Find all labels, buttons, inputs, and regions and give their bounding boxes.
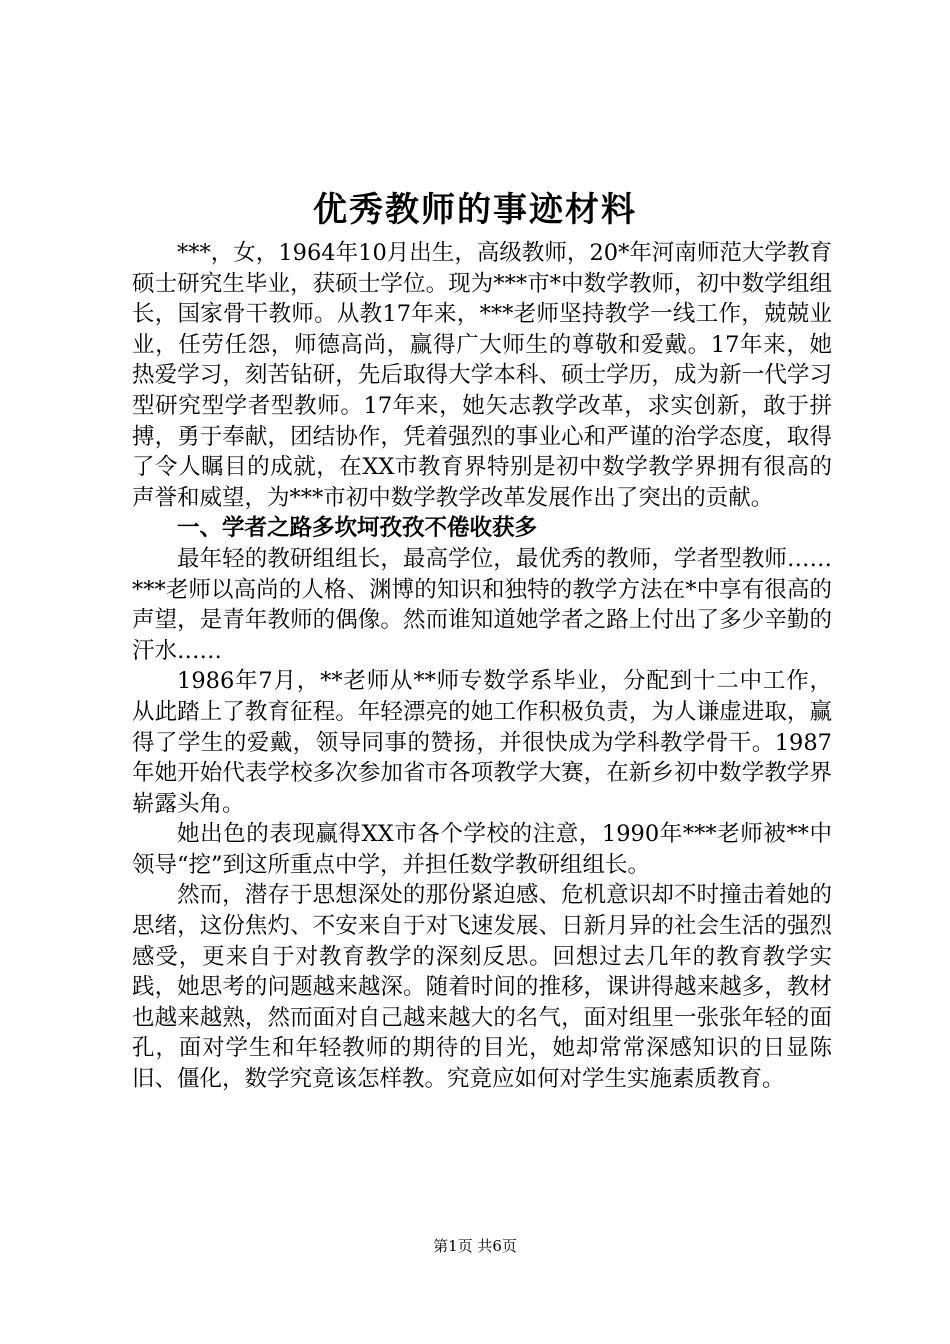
page-footer: 第1页 共6页 (433, 1237, 517, 1255)
body-paragraph: 1986年7月，**老师从**师专数学系毕业，分配到十二中工作，从此踏上了教育征程。年轻漂亮的她工作积极负责，为人谦虚进取，赢得了学生的爱戴，领导同事的赞扬，并很快成为学科教学骨干。1987年她开始代表学校多次参加省市各项教学大赛，在新乡初中数学教学界崭露头角。 (132, 668, 832, 817)
section-heading: 一、学者之路多坎坷孜孜不倦收获多 (177, 515, 538, 542)
body-paragraph: 然而，潜存于思想深处的那份紧迫感、危机意识却不时撞击着她的思绪，这份焦灼、不安来自于对飞速发展、日新月异的社会生活的强烈感受，更来自于对教育教学的深刻反思。回想过去几年的教育教学实践，她思考的问题越来越深。随着时间的推移，课讲得越来越多，教材也越来越熟，然而面对自己越来越大的名气，面对组里一张张年轻的面孔，面对学生和年轻教师的期待的目光，她却常常深感知识的日显陈旧、僵化，数学究竟该怎样教。究竟应如何对学生实施素质教育。 (132, 882, 832, 1093)
document-title: 优秀教师的事迹材料 (313, 190, 637, 230)
document-body (132, 238, 832, 1095)
body-paragraph: 最年轻的教研组组长，最高学位，最优秀的教师，学者型教师……***老师以高尚的人格、渊博的知识和独特的教学方法在*中享有很高的声望，是青年教师的偶像。然而谁知道她学者之路上付出了多少辛勤的汗水…… (132, 545, 832, 664)
intro-paragraph: ***，女，1964年10月出生，高级教师，20*年河南师范大学教育硕士研究生毕业，获硕士学位。现为***市*中数学教师，初中数学组组长，国家骨干教师。从教17年来，***老师坚持教学一线工作，兢兢业业，任劳任怨，师德高尚，赢得广大师生的尊敬和爱戴。17年来，她热爱学习，刻苦钻研，先后取得大学本科、硕士学历，成为新一代学习型研究型学者型教师。17年来，她矢志教学改革，求实创新，敢于拼搏，勇于奉献，团结协作，凭着强烈的事业心和严谨的治学态度，取得了令人瞩目的成就，在XX市教育界特别是初中数学教学界拥有很高的声誉和威望，为***市初中数学教学改革发展作出了突出的贡献。 (132, 240, 832, 511)
body-paragraph: 她出色的表现赢得XX市各个学校的注意，1990年***老师被**中领导“挖”到这所重点中学，并担任数学教研组组长。 (132, 821, 832, 878)
